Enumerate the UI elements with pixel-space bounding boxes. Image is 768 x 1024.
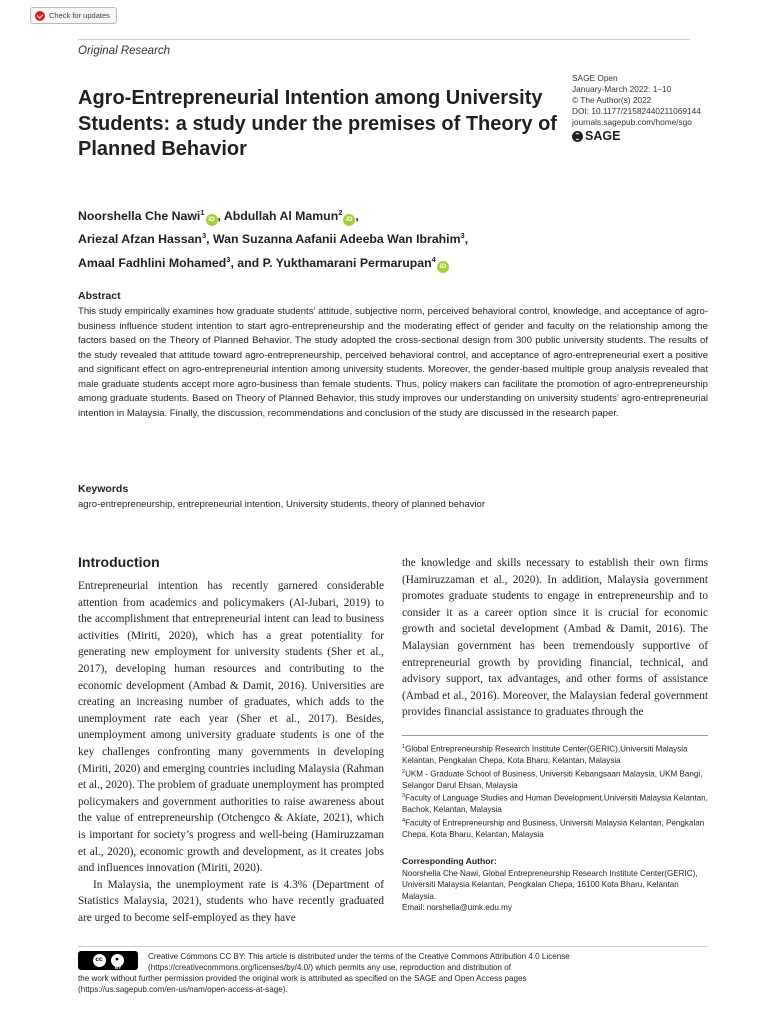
author-line xyxy=(78,226,718,249)
corresponding-author-address: Noorshella Che Nawi, Global Entrepreneurship Research Institute Center(GERIC), Universiti Malaysia Kelantan, Pengkalan Chepa, 16100 Kota Bharu, Kelantan Malaysia. xyxy=(402,869,698,901)
affiliation-item xyxy=(402,816,708,841)
body-column-right xyxy=(402,555,708,721)
author-separator: , and xyxy=(230,255,263,270)
article-title: Agro-Entrepreneurial Intention among University Students: a study under the premises of Theory of Planned Behavior xyxy=(78,87,557,160)
author-separator: , xyxy=(464,232,469,247)
check-updates-icon xyxy=(35,11,45,21)
author-separator: , xyxy=(206,232,213,247)
cc-by-badge[interactable] xyxy=(78,951,138,970)
journal-info xyxy=(572,73,732,143)
author-affiliation-mark: 3 xyxy=(226,254,231,264)
author-name: Amaal Fadhlini Mohamed xyxy=(78,255,227,270)
license-line[interactable]: (https://us.sagepub.com/en-us/nam/open-access-at-sage). xyxy=(78,985,288,995)
author-name: Noorshella Che Nawi xyxy=(78,209,201,224)
section-label: Original Research xyxy=(78,45,171,57)
journal-url[interactable]: journals.sagepub.com/home/sgo xyxy=(572,116,692,127)
affiliations xyxy=(402,742,708,840)
body-paragraph: In Malaysia, the unemployment rate is 4.3% (Department of Statistics Malaysia, 2021), students who have recently graduated are urged to become self-employed as they have xyxy=(78,878,384,924)
affiliation-item xyxy=(402,791,708,816)
author-separator: , xyxy=(355,209,359,224)
corresponding-author-email[interactable]: Email: norshella@umk.edu.my xyxy=(402,903,512,913)
check-for-updates-button[interactable] xyxy=(30,7,117,24)
keywords-text: agro-entrepreneurship, entrepreneurial intention, University students, theory of planned behavior xyxy=(78,499,486,510)
author-line xyxy=(78,203,718,226)
author-affiliation-mark: 4 xyxy=(431,254,436,264)
license-divider xyxy=(78,946,708,947)
license-line[interactable]: (https://creativecommons.org/licenses/by/4.0/) which permits any use, reproduction and distribution of xyxy=(148,963,512,973)
author-affiliation-mark: 1 xyxy=(200,208,205,217)
author-name: Wan Suzanna Aafanii Adeeba Wan Ibrahim xyxy=(212,232,461,247)
creative-commons-icon: cc xyxy=(93,954,106,967)
keywords-heading: Keywords xyxy=(78,483,129,495)
author-separator: , xyxy=(217,209,224,224)
license-line: the work without further permission provided the original work is attributed as specified on the SAGE and Open Access pages xyxy=(78,974,527,984)
affiliation-item xyxy=(402,742,708,767)
affiliation-text: Global Entrepreneurship Research Institute Center(GERIC),Universiti Malaysia Kelantan, Pengkalan Chepa, Kota Bharu, Kelantan, Malaysia xyxy=(402,744,688,766)
journal-copyright: © The Author(s) 2022 xyxy=(572,94,652,105)
abstract-text: This study empirically examines how graduate students’ attitude, subjective norm, perceived behavioral control, knowledge, and acceptance of agro-business influence student intention to start agro-entrepreneurship and the moderating effect of gender and faculty on the relationship among the factors based on the Theory of Planned Behavior. The study adopted the cross-sectional design from 300 public university students. The results of the study revealed that attitude toward agro-entrepreneurship, perceived behavioral control, and acceptance of agro-entrepreneurial exert a positive and significant effect on agro-entrepreneurial intention among university students. Moreover, the gender-based multiple group analysis revealed that male graduate students accept more agro-business than female students. Thus, policy makers can facilitate the promotion of agro-entrepreneurship among graduate students. Based on Theory of Planned Behavior, this study improves our understanding on university students’ agro-entrepreneurial intention in Malaysia. Finally, the discussion, recommendations and conclusion of the study are discussed in the research paper. xyxy=(78,306,708,419)
author-affiliation-mark: 2 xyxy=(338,208,343,217)
abstract-heading: Abstract xyxy=(78,290,121,302)
author-line xyxy=(78,250,718,273)
sage-logo-text: SAGE xyxy=(585,128,621,143)
cc-by-label: BY xyxy=(115,965,122,970)
attribution-person-icon: ● xyxy=(111,954,124,967)
affiliation-divider xyxy=(402,735,708,736)
sage-logo-icon xyxy=(572,131,583,142)
body-column-left xyxy=(78,578,384,926)
orcid-icon[interactable]: iD xyxy=(343,214,355,226)
author-list xyxy=(78,203,718,273)
author-name: P. Yukthamarani Permarupan xyxy=(262,255,432,270)
affiliation-text: UKM - Graduate School of Business, Universiti Kebangsaan Malaysia, UKM Bangi, Selangor Darul Ehsan, Malaysia xyxy=(402,769,703,790)
body-paragraph: the knowledge and skills necessary to establish their own firms (Hamiruzzaman et al., 2020). In addition, Malaysia government promotes graduate students to engage in entrepreneurship and to consider it as a career option since it is crucial for economic growth and societal development (Ambad & Damit, 2016). The Malaysian government has been tremendously supportive of entrepreneurial growth by providing financial, technical, and advisory support, tax advantages, and other forms of assistance (Ambad et al., 2016). Moreover, the Malaysian federal government provides financial assistance to graduates through the xyxy=(402,557,708,719)
affiliation-text: Faculty of Language Studies and Human Development,Universiti Malaysia Kelantan, Bachok, Kelantan, Malaysia xyxy=(402,793,708,815)
body-paragraph: Entrepreneurial intention has recently garnered considerable attention from academics and policymakers (Al-Jubari, 2019) to the accomplishment that entrepreneurial intent can lead to business activities (Miriti, 2020), which has a great potentiality for generating new employment for university students (Sher et al., 2017), developing human resources and contributing to the economic development (Ambad & Damit, 2016). Universities are creating an increasing number of graduates, which adds to the unemployment rate each year (Sher et al., 2017). Besides, unemployment among university graduate students is one of the key challenges confronting many governments in developing (Miriti, 2020) and emerging countries including Malaysia (Rahman et al., 2020). The problem of graduate unemployment has prompted policymakers and government authorities to raise awareness about the value of entrepreneurship (Otchengco & Akiate, 2021), which is important for society’s progress and well-being (Hamiruzzaman et al., 2020), economic growth and development, as it creates jobs and influences innovation (Miriti, 2020). xyxy=(78,580,384,875)
journal-doi[interactable]: DOI: 10.1177/21582440211069144 xyxy=(572,105,701,116)
license-text xyxy=(78,951,708,995)
journal-name: SAGE Open xyxy=(572,73,618,83)
license-line: Creative Commons CC BY: This article is distributed under the terms of the Creative Commons Attribution 4.0 License xyxy=(148,952,570,961)
affiliation-number: 2 xyxy=(402,768,406,775)
orcid-icon[interactable]: iD xyxy=(437,261,449,273)
corresponding-author xyxy=(402,868,708,914)
journal-issue: January-March 2022: 1–10 xyxy=(572,83,672,94)
author-name: Ariezal Afzan Hassan xyxy=(78,232,202,247)
affiliation-text: Faculty of Entrepreneurship and Business, Universiti Malaysia Kelantan, Pengkalan Chepa, Kota Bharu, Kelantan, Malaysia xyxy=(402,818,705,839)
affiliation-number: 1 xyxy=(402,744,406,750)
affiliation-number: 3 xyxy=(402,793,406,799)
corresponding-author-heading: Corresponding Author: xyxy=(402,856,497,866)
check-for-updates-label: Check for updates xyxy=(49,11,110,20)
affiliation-item xyxy=(402,767,708,792)
author-affiliation-mark: 3 xyxy=(201,231,207,241)
sage-logo xyxy=(572,130,732,143)
author-affiliation-mark: 3 xyxy=(460,231,465,241)
author-name: Abdullah Al Mamun xyxy=(223,209,339,224)
affiliation-number: 4 xyxy=(402,817,406,824)
orcid-icon[interactable]: iD xyxy=(206,214,218,226)
header-divider xyxy=(78,39,690,40)
introduction-heading: Introduction xyxy=(78,554,160,570)
